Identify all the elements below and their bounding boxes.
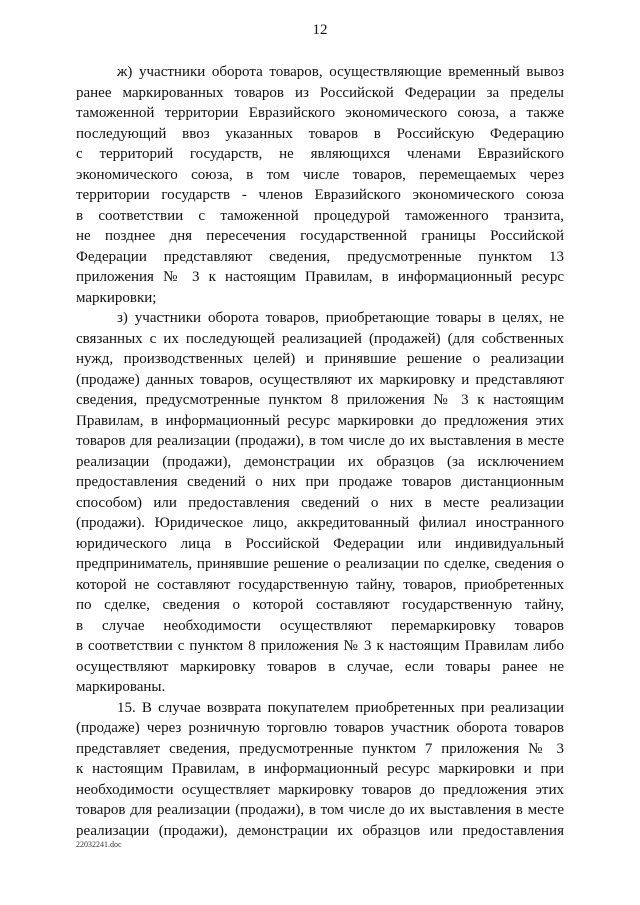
text-line: осуществляют маркировку товаров в случае, если товары ранее не xyxy=(76,658,564,675)
page-number: 12 xyxy=(312,22,328,38)
text-line: реализации (продажи), демонстрации их образцов (за исключением xyxy=(76,453,564,470)
text-line: связанных с их последующей реализацией (продажей) (для собственных xyxy=(76,330,564,347)
text-line: нужд, производственных целей) и принявшие решение о реализации xyxy=(76,351,564,367)
text-line: ранее маркированных товаров из Российской Федерации за пределы xyxy=(76,84,564,101)
text-line: (продажи). Юридическое лицо, аккредитованный филиал иностранного xyxy=(76,515,564,531)
text-line: экономического союза, в том числе товаров, перемещаемых через xyxy=(76,166,564,183)
text-line: ж) участники оборота товаров, осуществляющие временный вывоз xyxy=(117,64,564,80)
text-line: з) участники оборота товаров, приобретающие товары в целях, не xyxy=(117,310,564,326)
text-line: территории государств - членов Евразийского экономического союза xyxy=(76,187,564,203)
text-line: необходимости осуществляет маркировку товаров до предложения этих xyxy=(76,781,564,798)
text-line: последующий ввоз указанных товаров в Российскую Федерацию xyxy=(76,125,564,142)
text-line: предоставления сведений о них при продаже товаров дистанционным xyxy=(76,474,564,490)
text-line: (продаже) данных товаров, осуществляют их маркировку и представляют xyxy=(76,371,564,388)
text-line: к настоящим Правилам, в информационный ресурс маркировки и при xyxy=(76,761,564,777)
text-line: юридического лица в Российской Федерации или индивидуальный xyxy=(76,535,564,552)
text-line: (продаже) через розничную торговлю товаров участник оборота товаров xyxy=(76,720,564,736)
text-line: товаров для реализации (продажи), в том числе до их выставления в месте xyxy=(76,802,564,818)
paragraph xyxy=(76,62,564,308)
text-line: 15. В случае возврата покупателем приобретенных при реализации xyxy=(117,699,564,716)
text-line: Федерации представляют сведения, предусмотренные пунктом 13 xyxy=(76,248,564,265)
text-line: таможенной территории Евразийского экономического союза, а также xyxy=(76,105,564,121)
text-line: с территорий государств, не являющихся членами Евразийского xyxy=(76,146,564,162)
text-line: способом) или предоставления сведений о них в месте реализации xyxy=(76,494,564,511)
text-line: в соответствии с пунктом 8 приложения № 3 к настоящим Правилам либо xyxy=(76,638,564,654)
text-line: маркированы. xyxy=(76,679,166,695)
text-line: предприниматель, принявшие решение о реализации по сделке, сведения о xyxy=(76,556,564,572)
text-line: в соответствии с таможенной процедурой таможенного транзита, xyxy=(76,207,564,224)
text-line: по сделке, сведения о которой составляют государственную тайну, xyxy=(76,597,564,613)
text-line: сведения, предусмотренные пунктом 8 приложения № 3 к настоящим xyxy=(76,392,564,408)
text-line: представляет сведения, предусмотренные пунктом 7 приложения № 3 xyxy=(76,740,564,757)
text-line: не позднее дня пересечения государственной границы Российской xyxy=(76,228,564,244)
text-line: товаров для реализации (продажи), в том числе до их выставления в месте xyxy=(76,433,564,449)
text-line: маркировки; xyxy=(76,289,157,306)
text-line: Правилам, в информационный ресурс маркировки до предложения этих xyxy=(76,412,564,429)
paragraph xyxy=(76,308,564,698)
text-line: приложения № 3 к настоящим Правилам, в информационный ресурс xyxy=(76,269,564,285)
text-line: в случае необходимости осуществляют перемаркировку товаров xyxy=(76,617,564,634)
paragraph xyxy=(76,698,564,842)
text-line: реализации (продажи), демонстрации их образцов или предоставления xyxy=(76,822,564,839)
document-filename: 22032241.doc xyxy=(76,840,122,849)
document-body xyxy=(76,62,564,841)
text-line: которой не составляют государственную тайну, товаров, приобретенных xyxy=(76,576,564,593)
